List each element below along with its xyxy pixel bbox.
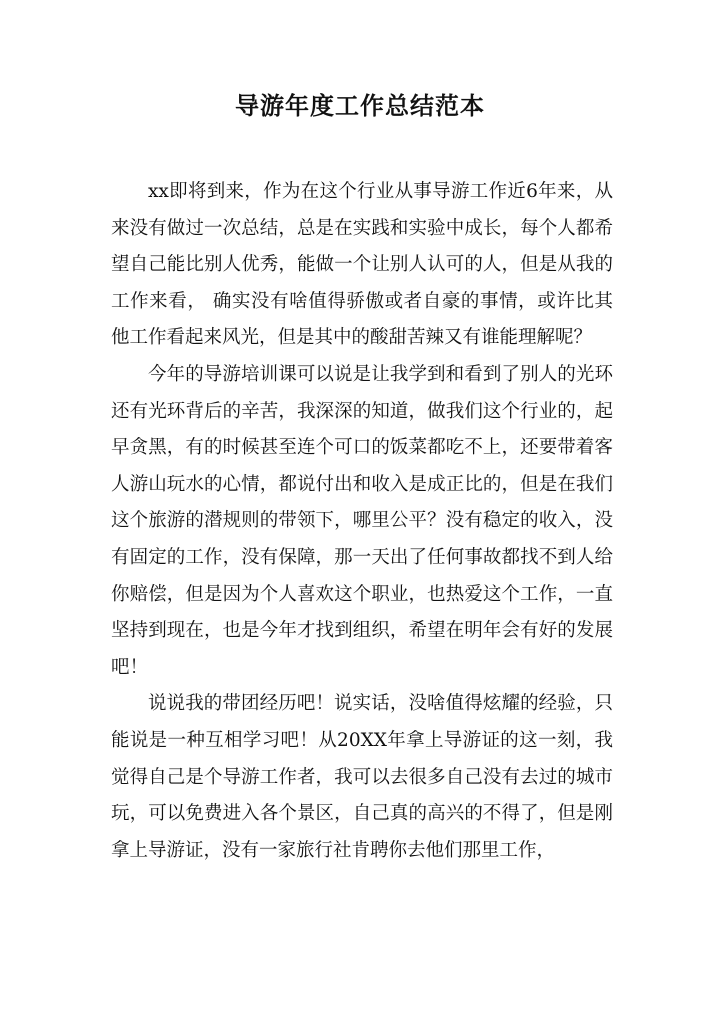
paragraph-2: 今年的导游培训课可以说是让我学到和看到了别人的光环还有光环背后的辛苦，我深深的知道，做我们这个行业的，起早贪黑，有的时候甚至连个可口的饭菜都吃不上，还要带着客人游山玩水的心情，都说付出和收入是成正比的，但是在我们这个旅游的潜规则的带领下，哪里公平？没有稳定的收入，没有固定的工作，没有保障，那一天出了任何事故都找不到人给你赔偿，但是因为个人喜欢这个职业，也热爱这个工作，一直坚持到现在，也是今年才找到组织，希望在明年会有好的发展吧！ xyxy=(111,363,613,678)
document-body xyxy=(111,174,613,869)
document-title: 导游年度工作总结范本 xyxy=(235,92,485,120)
paragraph-1: xx即将到来，作为在这个行业从事导游工作近6年来，从来没有做过一次总结，总是在实践和实验中成长，每个人都希望自己能比别人优秀，能做一个让别人认可的人，但是从我的工作来看， 确实没有啥值得骄傲或者自豪的事情，或许比其他工作看起来风光，但是其中的酸甜苦辣又有谁能理解呢？ xyxy=(111,181,613,349)
paragraph-3: 说说我的带团经历吧！说实话，没啥值得炫耀的经验，只能说是一种互相学习吧！从20XX年拿上导游证的这一刻，我觉得自己是个导游工作者，我可以去很多自己没有去过的城市玩，可以免费进入各个景区，自己真的高兴的不得了，但是刚拿上导游证，没有一家旅行社肯聘你去他们那里工作， xyxy=(111,693,613,861)
